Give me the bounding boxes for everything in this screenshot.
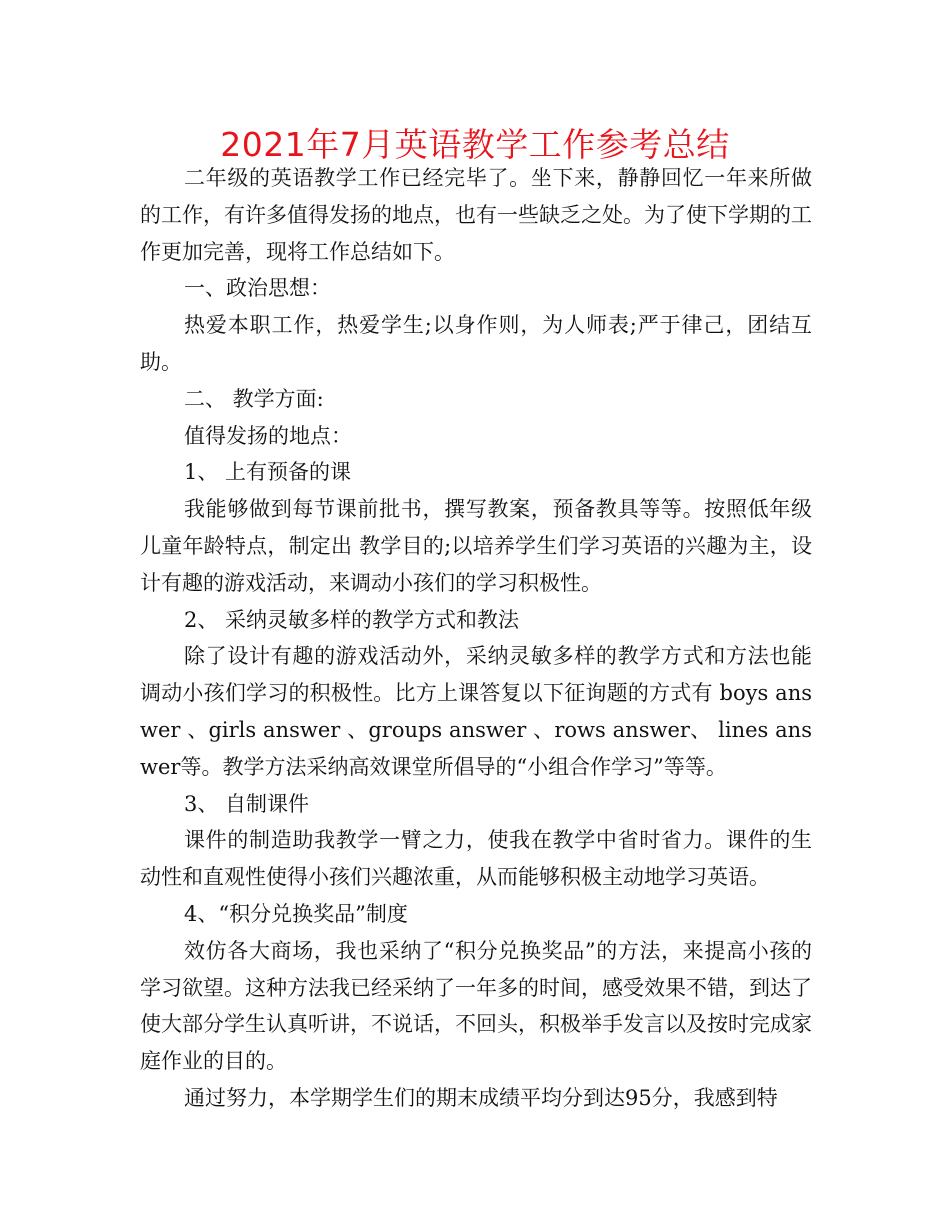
paragraph-points-rewards: 效仿各大商场，我也采纳了“积分兑换奖品”的方法，来提高小孩的学习欲望。这种方法我已经采纳了一年多的时间，感受效果不错，到达了使大部分学生认真听讲，不说话，不回头，积极举手发言以及按时完成家庭作业的目的。 bbox=[140, 938, 812, 1074]
item-heading-points-rewards: 4、“积分兑换奖品”制度 bbox=[184, 901, 408, 926]
item-heading-prepared-lessons: 1、 上有预备的课 bbox=[184, 460, 352, 485]
document-body bbox=[140, 160, 812, 1117]
heading-politics: 一、政治思想： bbox=[184, 276, 331, 301]
item-heading-courseware: 3、 自制课件 bbox=[184, 791, 310, 816]
paragraph-intro: 二年级的英语教学工作已经完毕了。坐下来，静静回忆一年来所做的工作，有许多值得发扬的地点，也有一些缺乏之处。为了使下学期的工作更加完善，现将工作总结如下。 bbox=[140, 166, 812, 264]
subheading-strengths: 值得发扬的地点： bbox=[184, 423, 352, 448]
paragraph-prepared-lessons: 我能够做到每节课前批书，撰写教案，预备教具等等。按照低年级儿童年龄特点，制定出 教学目的;以培养学生们学习英语的兴趣为主，设计有趣的游戏活动，来调动小孩们的学习积极性。 bbox=[140, 497, 812, 595]
heading-teaching: 二、 教学方面: bbox=[184, 386, 324, 411]
paragraph-courseware: 课件的制造助我教学一臂之力，使我在教学中省时省力。课件的生动性和直观性使得小孩们兴趣浓重，从而能够积极主动地学习英语。 bbox=[140, 828, 812, 890]
paragraph-flexible-methods: 除了设计有趣的游戏活动外，采纳灵敏多样的教学方式和方法也能调动小孩们学习的积极性。比方上课答复以下征询题的方式有 boys answer 、girls answer 、groups answer 、rows answer、 lines answer等。教学方法采纳高效课堂所倡导的“小组合作学习”等等。 bbox=[140, 644, 812, 779]
item-heading-flexible-methods: 2、 采纳灵敏多样的教学方式和教法 bbox=[184, 607, 520, 632]
paragraph-politics: 热爱本职工作，热爱学生;以身作则，为人师表;严于律己，团结互助。 bbox=[140, 313, 812, 374]
paragraph-results: 通过努力，本学期学生们的期末成绩平均分到达95分，我感到特 bbox=[184, 1085, 778, 1110]
document-title: 2021年7月英语教学工作参考总结 bbox=[220, 125, 730, 164]
